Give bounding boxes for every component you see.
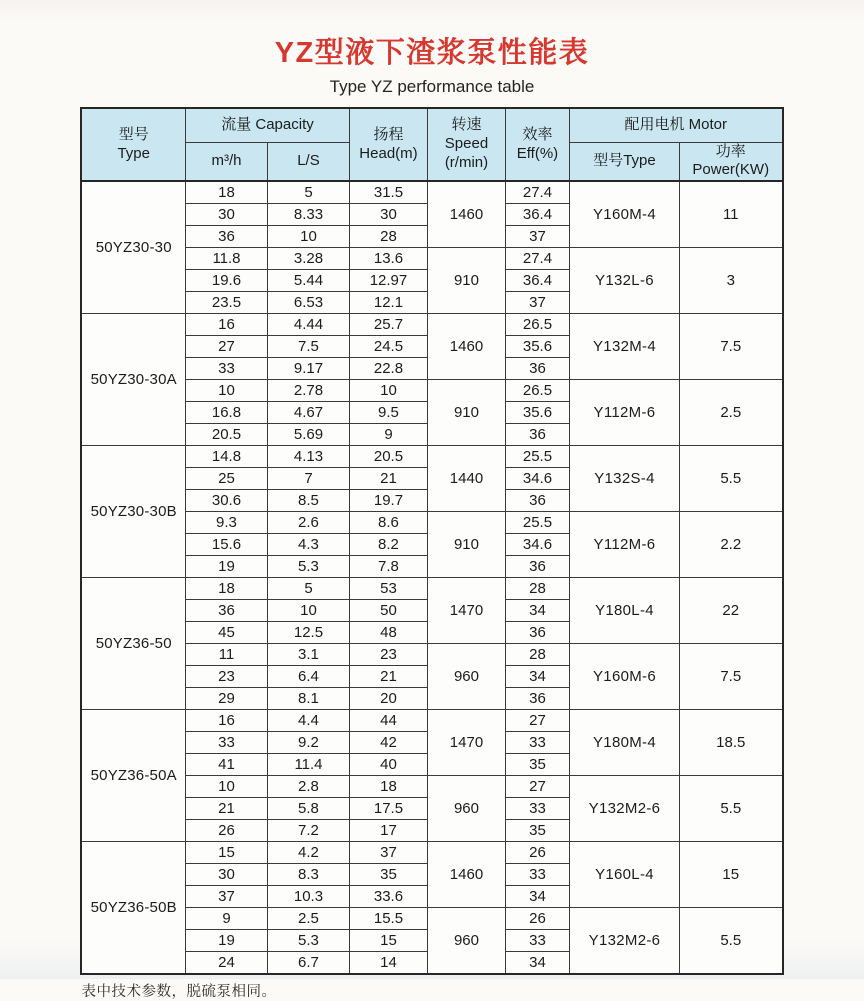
head-cell: 20.5 bbox=[349, 446, 427, 468]
motor-power-cell: 22 bbox=[679, 578, 782, 644]
capacity-ls-cell: 4.13 bbox=[267, 446, 349, 468]
eff-cell: 27 bbox=[505, 776, 569, 798]
capacity-m3h-cell: 11.8 bbox=[185, 248, 267, 270]
motor-model-cell: Y132S-4 bbox=[569, 446, 679, 512]
capacity-ls-cell: 10 bbox=[267, 226, 349, 248]
eff-cell: 36 bbox=[505, 556, 569, 578]
head-cell: 10 bbox=[349, 380, 427, 402]
capacity-m3h-cell: 19 bbox=[185, 930, 267, 952]
table-header bbox=[81, 108, 782, 181]
head-cell: 48 bbox=[349, 622, 427, 644]
capacity-ls-cell: 7.5 bbox=[267, 336, 349, 358]
motor-power-cell: 7.5 bbox=[679, 314, 782, 380]
table-row bbox=[81, 512, 782, 534]
capacity-ls-cell: 9.17 bbox=[267, 358, 349, 380]
motor-power-cell: 11 bbox=[679, 181, 782, 248]
speed-cell: 1470 bbox=[427, 578, 505, 644]
capacity-ls-cell: 8.33 bbox=[267, 204, 349, 226]
motor-power-cell: 18.5 bbox=[679, 710, 782, 776]
performance-table bbox=[80, 107, 783, 975]
capacity-m3h-cell: 18 bbox=[185, 181, 267, 204]
eff-cell: 35.6 bbox=[505, 402, 569, 424]
capacity-m3h-cell: 25 bbox=[185, 468, 267, 490]
head-cell: 42 bbox=[349, 732, 427, 754]
page-subtitle: Type YZ performance table bbox=[329, 77, 535, 96]
head-cell: 12.1 bbox=[349, 292, 427, 314]
table-row bbox=[81, 446, 782, 468]
eff-cell: 36.4 bbox=[505, 270, 569, 292]
head-cell: 18 bbox=[349, 776, 427, 798]
eff-cell: 27 bbox=[505, 710, 569, 732]
header-capacity-ls: L/S bbox=[267, 142, 349, 181]
header-motor: 配用电机 Motor bbox=[569, 108, 782, 142]
speed-cell: 1460 bbox=[427, 314, 505, 380]
capacity-m3h-cell: 10 bbox=[185, 776, 267, 798]
head-cell: 53 bbox=[349, 578, 427, 600]
head-cell: 8.2 bbox=[349, 534, 427, 556]
capacity-ls-cell: 6.53 bbox=[267, 292, 349, 314]
header-model-en: Type bbox=[117, 144, 150, 162]
speed-cell: 910 bbox=[427, 512, 505, 578]
motor-model-cell: Y132L-6 bbox=[569, 248, 679, 314]
table-row bbox=[81, 710, 782, 732]
capacity-ls-cell: 3.1 bbox=[267, 644, 349, 666]
table-row bbox=[81, 578, 782, 600]
table-row bbox=[81, 314, 782, 336]
table-row bbox=[81, 248, 782, 270]
eff-cell: 33 bbox=[505, 798, 569, 820]
capacity-ls-cell: 8.1 bbox=[267, 688, 349, 710]
eff-cell: 37 bbox=[505, 226, 569, 248]
head-cell: 50 bbox=[349, 600, 427, 622]
head-cell: 8.6 bbox=[349, 512, 427, 534]
capacity-ls-cell: 8.5 bbox=[267, 490, 349, 512]
capacity-m3h-cell: 15 bbox=[185, 842, 267, 864]
speed-cell: 1470 bbox=[427, 710, 505, 776]
head-cell: 30 bbox=[349, 204, 427, 226]
motor-power-cell: 5.5 bbox=[679, 908, 782, 975]
eff-cell: 26.5 bbox=[505, 380, 569, 402]
head-cell: 40 bbox=[349, 754, 427, 776]
head-cell: 17 bbox=[349, 820, 427, 842]
motor-power-cell: 15 bbox=[679, 842, 782, 908]
speed-cell: 1460 bbox=[427, 842, 505, 908]
table-row bbox=[81, 181, 782, 204]
header-eff-en: Eff(%) bbox=[516, 144, 559, 162]
capacity-ls-cell: 12.5 bbox=[267, 622, 349, 644]
eff-cell: 34.6 bbox=[505, 534, 569, 556]
motor-power-cell: 7.5 bbox=[679, 644, 782, 710]
eff-cell: 33 bbox=[505, 864, 569, 886]
head-cell: 17.5 bbox=[349, 798, 427, 820]
capacity-ls-cell: 7 bbox=[267, 468, 349, 490]
eff-cell: 37 bbox=[505, 292, 569, 314]
eff-cell: 33 bbox=[505, 732, 569, 754]
capacity-ls-cell: 4.44 bbox=[267, 314, 349, 336]
motor-model-cell: Y180L-4 bbox=[569, 578, 679, 644]
head-cell: 28 bbox=[349, 226, 427, 248]
capacity-m3h-cell: 21 bbox=[185, 798, 267, 820]
head-cell: 24.5 bbox=[349, 336, 427, 358]
capacity-ls-cell: 4.67 bbox=[267, 402, 349, 424]
eff-cell: 36 bbox=[505, 688, 569, 710]
footnote: 表中技术参数，脱硫泵相同。 bbox=[81, 984, 277, 1000]
eff-cell: 33 bbox=[505, 930, 569, 952]
performance-table-body bbox=[81, 181, 782, 974]
capacity-m3h-cell: 15.6 bbox=[185, 534, 267, 556]
speed-cell: 960 bbox=[427, 644, 505, 710]
motor-power-cell: 2.5 bbox=[679, 380, 782, 446]
eff-cell: 36 bbox=[505, 424, 569, 446]
capacity-m3h-cell: 20.5 bbox=[185, 424, 267, 446]
capacity-ls-cell: 2.5 bbox=[267, 908, 349, 930]
capacity-ls-cell: 6.7 bbox=[267, 952, 349, 975]
eff-cell: 28 bbox=[505, 578, 569, 600]
table-row bbox=[81, 908, 782, 930]
capacity-ls-cell: 5.44 bbox=[267, 270, 349, 292]
head-cell: 20 bbox=[349, 688, 427, 710]
header-head-zh: 扬程 bbox=[373, 125, 404, 143]
motor-model-cell: Y132M2-6 bbox=[569, 776, 679, 842]
head-cell: 44 bbox=[349, 710, 427, 732]
head-cell: 13.6 bbox=[349, 248, 427, 270]
capacity-ls-cell: 4.2 bbox=[267, 842, 349, 864]
eff-cell: 25.5 bbox=[505, 446, 569, 468]
motor-model-cell: Y112M-6 bbox=[569, 512, 679, 578]
eff-cell: 34 bbox=[505, 666, 569, 688]
eff-cell: 36 bbox=[505, 622, 569, 644]
speed-cell: 960 bbox=[427, 776, 505, 842]
eff-cell: 34 bbox=[505, 952, 569, 975]
model-cell: 50YZ30-30A bbox=[81, 314, 185, 446]
head-cell: 33.6 bbox=[349, 886, 427, 908]
motor-model-cell: Y132M2-6 bbox=[569, 908, 679, 975]
capacity-m3h-cell: 26 bbox=[185, 820, 267, 842]
head-cell: 31.5 bbox=[349, 181, 427, 204]
eff-cell: 28 bbox=[505, 644, 569, 666]
page-title: YZ型液下渣浆泵性能表 bbox=[274, 37, 590, 69]
header-model-zh: 型号 bbox=[118, 125, 149, 143]
capacity-ls-cell: 6.4 bbox=[267, 666, 349, 688]
eff-cell: 34 bbox=[505, 600, 569, 622]
header-motor-model: 型号Type bbox=[569, 142, 679, 181]
model-cell: 50YZ36-50A bbox=[81, 710, 185, 842]
motor-model-cell: Y160M-4 bbox=[569, 181, 679, 248]
capacity-ls-cell: 4.4 bbox=[267, 710, 349, 732]
capacity-ls-cell: 11.4 bbox=[267, 754, 349, 776]
capacity-ls-cell: 5.8 bbox=[267, 798, 349, 820]
capacity-ls-cell: 10 bbox=[267, 600, 349, 622]
speed-cell: 960 bbox=[427, 908, 505, 975]
model-cell: 50YZ36-50 bbox=[81, 578, 185, 710]
capacity-m3h-cell: 30 bbox=[185, 204, 267, 226]
head-cell: 9 bbox=[349, 424, 427, 446]
capacity-ls-cell: 5 bbox=[267, 578, 349, 600]
capacity-ls-cell: 9.2 bbox=[267, 732, 349, 754]
speed-cell: 1460 bbox=[427, 181, 505, 248]
capacity-m3h-cell: 41 bbox=[185, 754, 267, 776]
capacity-ls-cell: 5.69 bbox=[267, 424, 349, 446]
capacity-m3h-cell: 33 bbox=[185, 358, 267, 380]
table-row bbox=[81, 380, 782, 402]
capacity-ls-cell: 5.3 bbox=[267, 930, 349, 952]
capacity-m3h-cell: 23.5 bbox=[185, 292, 267, 314]
header-speed bbox=[427, 108, 505, 181]
header-model bbox=[81, 108, 185, 181]
eff-cell: 35.6 bbox=[505, 336, 569, 358]
head-cell: 9.5 bbox=[349, 402, 427, 424]
eff-cell: 25.5 bbox=[505, 512, 569, 534]
head-cell: 25.7 bbox=[349, 314, 427, 336]
head-cell: 21 bbox=[349, 666, 427, 688]
capacity-m3h-cell: 23 bbox=[185, 666, 267, 688]
capacity-ls-cell: 5.3 bbox=[267, 556, 349, 578]
capacity-m3h-cell: 18 bbox=[185, 578, 267, 600]
motor-power-cell: 5.5 bbox=[679, 776, 782, 842]
eff-cell: 27.4 bbox=[505, 248, 569, 270]
eff-cell: 26 bbox=[505, 908, 569, 930]
capacity-m3h-cell: 37 bbox=[185, 886, 267, 908]
table-row bbox=[81, 776, 782, 798]
table-row bbox=[81, 842, 782, 864]
head-cell: 23 bbox=[349, 644, 427, 666]
head-cell: 19.7 bbox=[349, 490, 427, 512]
header-speed-unit: (r/min) bbox=[444, 153, 489, 171]
eff-cell: 27.4 bbox=[505, 181, 569, 204]
header-capacity-m3h: m³/h bbox=[185, 142, 267, 181]
head-cell: 14 bbox=[349, 952, 427, 975]
table-row bbox=[81, 644, 782, 666]
speed-cell: 1440 bbox=[427, 446, 505, 512]
model-cell: 50YZ30-30B bbox=[81, 446, 185, 578]
header-row-top bbox=[81, 108, 782, 142]
header-eff bbox=[505, 108, 569, 181]
header-capacity: 流量 Capacity bbox=[185, 108, 349, 142]
head-cell: 15 bbox=[349, 930, 427, 952]
head-cell: 35 bbox=[349, 864, 427, 886]
capacity-m3h-cell: 16 bbox=[185, 710, 267, 732]
capacity-m3h-cell: 45 bbox=[185, 622, 267, 644]
eff-cell: 26.5 bbox=[505, 314, 569, 336]
head-cell: 22.8 bbox=[349, 358, 427, 380]
motor-model-cell: Y132M-4 bbox=[569, 314, 679, 380]
model-cell: 50YZ30-30 bbox=[81, 181, 185, 314]
capacity-m3h-cell: 30 bbox=[185, 864, 267, 886]
header-head bbox=[349, 108, 427, 181]
capacity-m3h-cell: 36 bbox=[185, 226, 267, 248]
capacity-m3h-cell: 14.8 bbox=[185, 446, 267, 468]
eff-cell: 35 bbox=[505, 820, 569, 842]
capacity-m3h-cell: 36 bbox=[185, 600, 267, 622]
capacity-ls-cell: 2.78 bbox=[267, 380, 349, 402]
head-cell: 15.5 bbox=[349, 908, 427, 930]
motor-power-cell: 2.2 bbox=[679, 512, 782, 578]
eff-cell: 26 bbox=[505, 842, 569, 864]
capacity-m3h-cell: 19.6 bbox=[185, 270, 267, 292]
motor-power-cell: 3 bbox=[679, 248, 782, 314]
capacity-ls-cell: 2.8 bbox=[267, 776, 349, 798]
capacity-m3h-cell: 11 bbox=[185, 644, 267, 666]
capacity-m3h-cell: 16.8 bbox=[185, 402, 267, 424]
head-cell: 21 bbox=[349, 468, 427, 490]
capacity-m3h-cell: 16 bbox=[185, 314, 267, 336]
header-head-en: Head(m) bbox=[359, 144, 418, 162]
capacity-ls-cell: 10.3 bbox=[267, 886, 349, 908]
motor-model-cell: Y112M-6 bbox=[569, 380, 679, 446]
capacity-m3h-cell: 24 bbox=[185, 952, 267, 975]
motor-model-cell: Y180M-4 bbox=[569, 710, 679, 776]
motor-power-cell: 5.5 bbox=[679, 446, 782, 512]
motor-model-cell: Y160L-4 bbox=[569, 842, 679, 908]
speed-cell: 910 bbox=[427, 248, 505, 314]
eff-cell: 35 bbox=[505, 754, 569, 776]
capacity-m3h-cell: 9 bbox=[185, 908, 267, 930]
capacity-m3h-cell: 27 bbox=[185, 336, 267, 358]
head-cell: 7.8 bbox=[349, 556, 427, 578]
capacity-ls-cell: 3.28 bbox=[267, 248, 349, 270]
capacity-m3h-cell: 30.6 bbox=[185, 490, 267, 512]
header-speed-en: Speed bbox=[444, 135, 489, 153]
capacity-m3h-cell: 19 bbox=[185, 556, 267, 578]
capacity-ls-cell: 5 bbox=[267, 181, 349, 204]
header-speed-zh: 转速 bbox=[451, 116, 482, 134]
eff-cell: 36 bbox=[505, 490, 569, 512]
header-eff-zh: 效率 bbox=[522, 125, 553, 143]
eff-cell: 34.6 bbox=[505, 468, 569, 490]
capacity-m3h-cell: 29 bbox=[185, 688, 267, 710]
capacity-ls-cell: 8.3 bbox=[267, 864, 349, 886]
head-cell: 37 bbox=[349, 842, 427, 864]
eff-cell: 36 bbox=[505, 358, 569, 380]
capacity-ls-cell: 4.3 bbox=[267, 534, 349, 556]
model-cell: 50YZ36-50B bbox=[81, 842, 185, 975]
capacity-m3h-cell: 10 bbox=[185, 380, 267, 402]
capacity-ls-cell: 7.2 bbox=[267, 820, 349, 842]
header-motor-power: 功率Power(KW) bbox=[679, 142, 782, 181]
capacity-m3h-cell: 9.3 bbox=[185, 512, 267, 534]
eff-cell: 36.4 bbox=[505, 204, 569, 226]
eff-cell: 34 bbox=[505, 886, 569, 908]
capacity-m3h-cell: 33 bbox=[185, 732, 267, 754]
speed-cell: 910 bbox=[427, 380, 505, 446]
head-cell: 12.97 bbox=[349, 270, 427, 292]
motor-model-cell: Y160M-6 bbox=[569, 644, 679, 710]
capacity-ls-cell: 2.6 bbox=[267, 512, 349, 534]
